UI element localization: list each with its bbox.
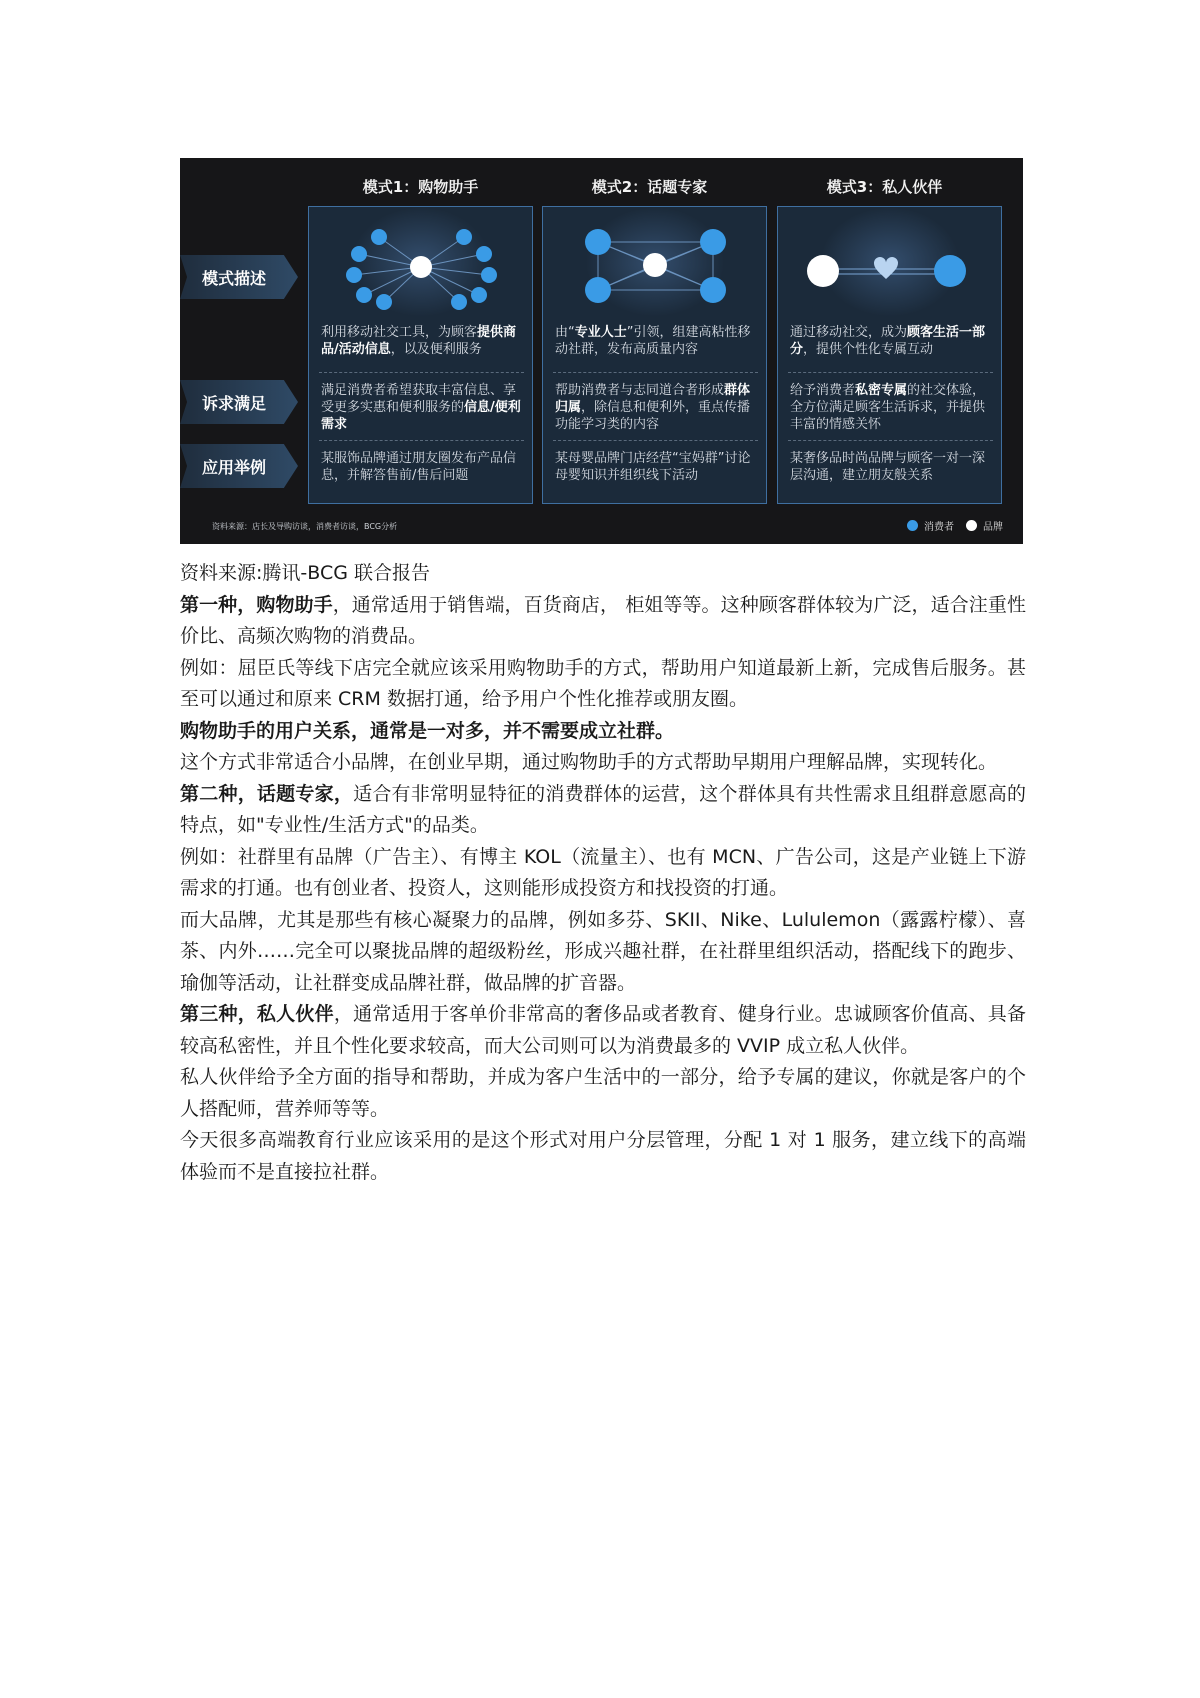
example-text-2: 某母婴品牌门店经营“宝妈群”讨论母婴知识并组织线下活动	[555, 451, 751, 483]
description-text-1: 利用移动社交工具，为顾客提供商品/活动信息，以及便利服务	[321, 325, 517, 357]
figure-caption: 资料来源:腾讯-BCG 联合报告	[180, 562, 430, 584]
paragraph-10: 今天很多高端教育行业应该采用的是这个形式对用户分层管理，分配 1 对 1 服务，建立线下的高端体验而不是直接拉社群。	[180, 1129, 1026, 1183]
row-label-description: 模式描述	[180, 255, 298, 299]
consumer-dot-icon	[907, 520, 918, 531]
legend-brand: 品牌	[983, 522, 1003, 533]
paragraph-5: 第二种，话题专家，适合有非常明显特征的消费群体的运营，这个群体具有共性需求且组群意愿高的特点，如"专业性/生活方式"的品类。	[180, 782, 1026, 836]
example-text-1: 某服饰品牌通过朋友圈发布产品信息，并解答售前/售后问题	[321, 451, 517, 483]
legend-consumer: 消费者	[924, 522, 954, 533]
description-text-3: 通过移动社交，成为顾客生活一部分，提供个性化专属互动	[790, 325, 986, 357]
paragraph-6: 例如：社群里有品牌（广告主）、有博主 KOL（流量主）、也有 MCN、广告公司，这是产业链上下游需求的打通。也有创业者、投资人，这则能形成投资方和找投资的打通。	[180, 845, 1026, 899]
row-label-needs: 诉求满足	[180, 380, 298, 424]
figure-legend	[907, 518, 1003, 533]
figure-source-note: 资料来源：店长及导购访谈，消费者访谈，BCG分析	[212, 522, 398, 531]
group-network-icon	[543, 207, 768, 317]
needs-text-3: 给予消费者私密专属的社交体验，全方位满足顾客生活诉求，并提供丰富的情感关怀	[790, 383, 986, 432]
mode-panel-topic-expert	[542, 206, 767, 504]
mode-panel-shopping-assistant	[308, 206, 533, 504]
paragraph-1: 第一种，购物助手，通常适用于销售端，百货商店， 柜姐等等。这种顾客群体较为广泛，适合注重性价比、高频次购物的消费品。	[180, 593, 1026, 647]
paragraph-9: 私人伙伴给予全方面的指导和帮助，并成为客户生活中的一部分，给予专属的建议，你就是客户的个人搭配师，营养师等等。	[180, 1066, 1026, 1120]
social-model-figure	[180, 158, 1023, 544]
paragraph-8: 第三种，私人伙伴，通常适用于客单价非常高的奢侈品或者教育、健身行业。忠诚顾客价值高、具备较高私密性，并且个性化要求较高，而大公司则可以为消费最多的 VVIP 成立私人伙伴。	[180, 1003, 1026, 1057]
brand-dot-icon	[966, 520, 977, 531]
needs-text-2: 帮助消费者与志同道合者形成群体归属，除信息和便利外，重点传播功能学习类的内容	[555, 383, 751, 432]
one-to-one-heart-icon	[778, 207, 1003, 317]
needs-text-1: 满足消费者希望获取丰富信息、享受更多实惠和便利服务的信息/便利需求	[321, 383, 521, 432]
paragraph-3: 购物助手的用户关系，通常是一对多，并不需要成立社群。	[180, 719, 675, 742]
paragraph-2: 例如：屈臣氏等线下店完全就应该采用购物助手的方式，帮助用户知道最新上新，完成售后服务。甚至可以通过和原来 CRM 数据打通，给予用户个性化推荐或朋友圈。	[180, 656, 1026, 710]
article-body	[180, 558, 1026, 1188]
one-to-many-network-icon	[309, 207, 534, 317]
paragraph-4: 这个方式非常适合小品牌，在创业早期，通过购物助手的方式帮助早期用户理解品牌，实现转化。	[180, 751, 998, 773]
row-label-examples: 应用举例	[180, 444, 298, 488]
column-title-2: 模式2：话题专家	[591, 178, 708, 196]
example-text-3: 某奢侈品时尚品牌与顾客一对一深层沟通，建立朋友般关系	[790, 451, 986, 483]
paragraph-7: 而大品牌，尤其是那些有核心凝聚力的品牌，例如多芬、SKII、Nike、Lululemon（露露柠檬）、喜茶、内外……完全可以聚拢品牌的超级粉丝，形成兴趣社群，在社群里组织活动，搭配线下的跑步、瑜伽等活动，让社群变成品牌社群，做品牌的扩音器。	[180, 908, 1026, 994]
column-title-1: 模式1：购物助手	[362, 178, 479, 196]
description-text-2: 由“专业人士”引领，组建高粘性移动社群，发布高质量内容	[555, 325, 751, 357]
column-title-3: 模式3：私人伙伴	[826, 178, 943, 196]
mode-panel-private-partner	[777, 206, 1002, 504]
